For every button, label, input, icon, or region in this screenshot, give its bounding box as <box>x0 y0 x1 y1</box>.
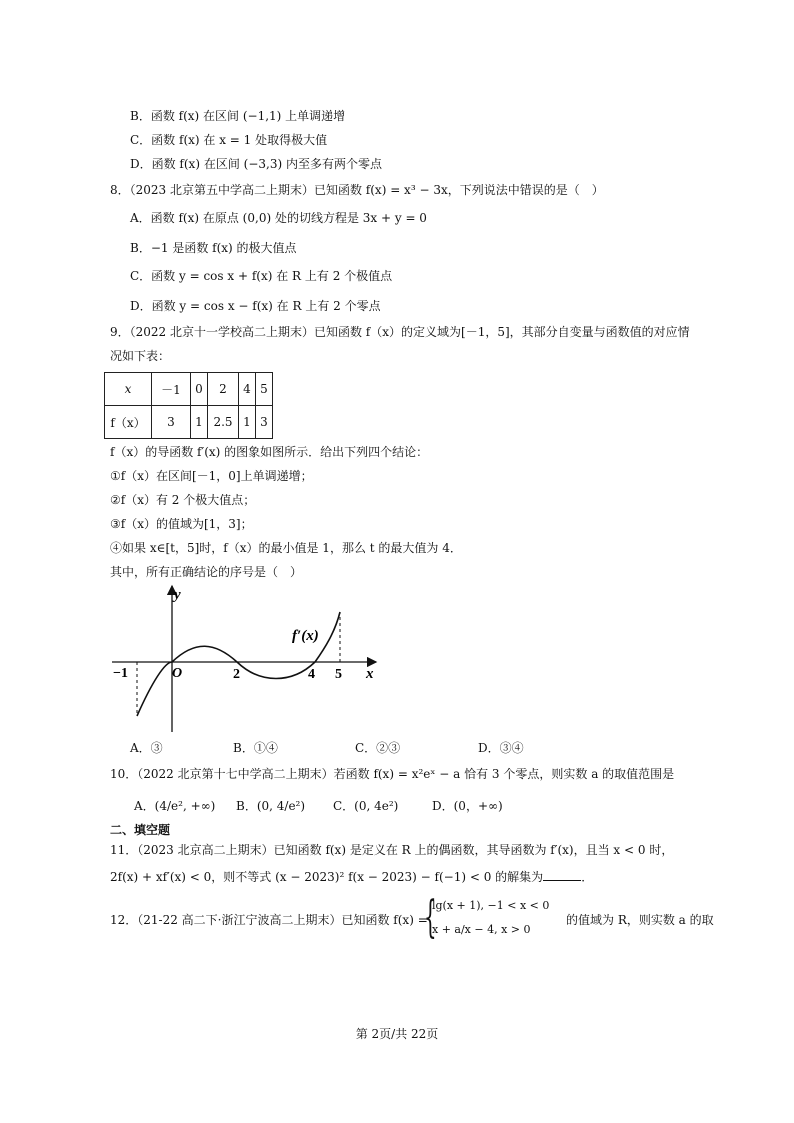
q7-option-b: B．函数 f(x) 在区间 (−1,1) 上单调递增 <box>130 109 346 123</box>
q10-option-d: D．(0，+∞) <box>432 799 503 813</box>
table-cell: 3 <box>152 406 191 439</box>
table-cell: 1 <box>191 406 208 439</box>
q7-option-d: D．函数 f(x) 在区间 (−3,3) 内至多有两个零点 <box>130 157 382 171</box>
q9-option-a: A．③ <box>130 741 163 755</box>
table-row <box>105 373 273 406</box>
q10-option-a: A．(4/e², +∞) <box>134 799 216 813</box>
q9-conclusion-3: ③f（x）的值域为[1，3]； <box>110 517 253 531</box>
table-cell: 4 <box>239 373 256 406</box>
q11-line1: 11．（2023 北京高二上期末）已知函数 f(x) 是定义在 R 上的偶函数，其导函数为 f′(x)，且当 x < 0 时， <box>110 843 674 857</box>
q9-stem-line1: 9．（2022 北京十一学校高二上期末）已知函数 f（x）的定义域为[－1，5]，其部分自变量与函数值的对应情 <box>110 325 690 339</box>
q9-stem-line2: 况如下表： <box>110 349 171 363</box>
table-cell: 5 <box>256 373 273 406</box>
q12-tail: 的值域为 R，则实数 a 的取 <box>566 913 714 927</box>
q9-description: f（x）的导函数 f′(x) 的图象如图所示．给出下列四个结论： <box>110 445 429 459</box>
table-cell: 1 <box>239 406 256 439</box>
y-axis-label: y <box>174 587 181 603</box>
q8-option-a: A．函数 f(x) 在原点 (0,0) 处的切线方程是 3x + y = 0 <box>130 211 427 225</box>
section-heading: 二、填空题 <box>110 823 171 837</box>
q8-option-d: D．函数 y = cos x − f(x) 在 R 上有 2 个零点 <box>130 299 381 313</box>
table-cell: 2.5 <box>208 406 239 439</box>
answer-blank[interactable] <box>543 868 581 881</box>
table-cell: 3 <box>256 406 273 439</box>
tick-label: 5 <box>335 667 342 682</box>
q7-option-c: C．函数 f(x) 在 x = 1 处取得极大值 <box>130 133 328 147</box>
piecewise-brace: { <box>424 892 437 943</box>
q9-option-d: D．③④ <box>478 741 524 755</box>
page-footer: 第 2页/共 22页 <box>355 1027 439 1041</box>
origin-label: O <box>172 666 183 681</box>
q8-option-b: B．−1 是函数 f(x) 的极大值点 <box>130 241 297 255</box>
table-header-fx: f（x） <box>105 406 152 439</box>
q9-conclusion-2: ②f（x）有 2 个极大值点； <box>110 493 256 507</box>
piecewise-case-1: lg(x + 1), −1 < x < 0 <box>432 899 550 912</box>
table-row <box>105 406 273 439</box>
q8-option-c: C．函数 y = cos x + f(x) 在 R 上有 2 个极值点 <box>130 269 393 283</box>
q8-stem: 8．（2023 北京第五中学高二上期末）已知函数 f(x) = x³ − 3x，下列说法中错误的是（ ） <box>110 183 604 197</box>
q10-option-b: B．(0, 4/e²) <box>236 799 306 813</box>
q10-option-c: C．(0, 4e²) <box>333 799 399 813</box>
table-header-x: x <box>105 373 152 406</box>
q9-conclusion-1: ①f（x）在区间[－1，0]上单调递增； <box>110 469 313 483</box>
q11-end: ． <box>581 870 594 884</box>
derivative-graph <box>110 582 390 734</box>
tick-label: 4 <box>308 667 315 682</box>
q10-stem: 10．（2022 北京第十七中学高二上期末）若函数 f(x) = x²eˣ − a 恰有 3 个零点，则实数 a 的取值范围是 <box>110 767 675 781</box>
tick-label: −1 <box>113 666 128 681</box>
table-cell: 0 <box>191 373 208 406</box>
q9-question: 其中，所有正确结论的序号是（ ） <box>110 565 303 579</box>
table-cell: －1 <box>152 373 191 406</box>
q9-conclusion-4: ④如果 x∈[t，5]时，f（x）的最小值是 1，那么 t 的最大值为 4． <box>110 541 462 555</box>
q11-line2 <box>110 868 593 885</box>
value-table <box>104 372 273 439</box>
piecewise-case-2: x + a/x − 4, x > 0 <box>432 923 531 936</box>
q11-text: 2f(x) + xf′(x) < 0，则不等式 (x − 2023)² f(x − 2023) − f(−1) < 0 的解集为 <box>110 870 544 884</box>
q9-option-c: C．②③ <box>355 741 401 755</box>
tick-label: 2 <box>233 667 240 682</box>
table-cell: 2 <box>208 373 239 406</box>
q9-option-b: B．①④ <box>233 741 278 755</box>
x-axis-label: x <box>366 666 374 682</box>
q12-lead: 12．（21-22 高二下·浙江宁波高二上期末）已知函数 f(x) = <box>110 913 428 927</box>
curve-label: f′(x) <box>292 628 319 644</box>
